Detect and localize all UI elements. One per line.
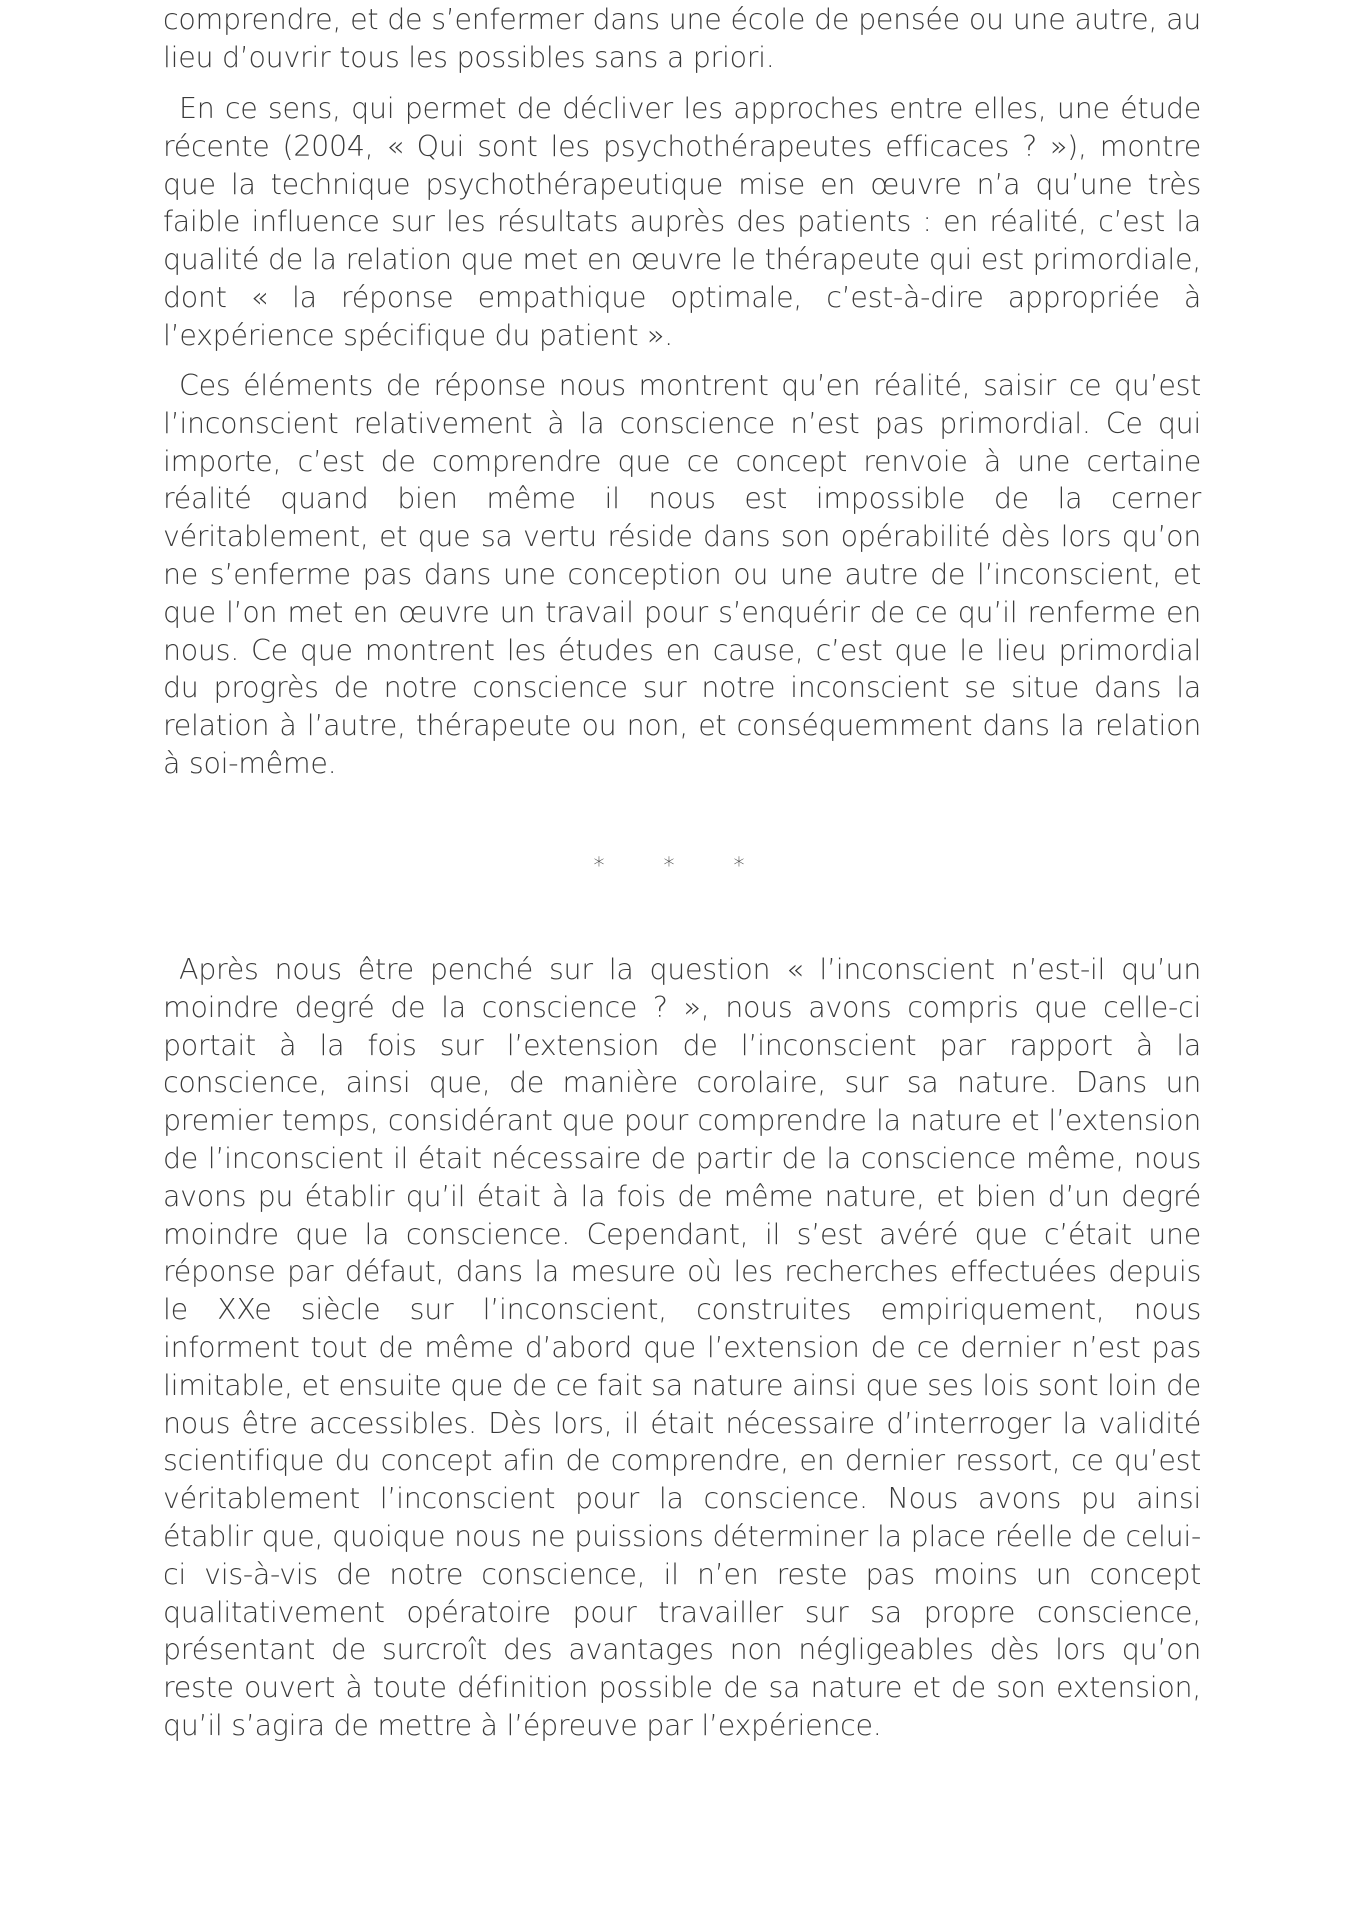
paragraph-conclusion: Après nous être penché sur la question « l’inconscient n’est-il qu’un moindre degré de la conscience ? », nous avons compris que celle-ci portait à la fois sur l’extension de l’inconscient par rapport à la conscience, ainsi que, de manière corolaire, sur sa nature. Dans un premier temps, considérant que pour comprendre la nature et l’extension de l’inconscient il était nécessaire de partir de la conscience même, nous avons pu établir qu’il était à la fois de même nature, et bien d’un degré moindre que la conscience. Cependant, il s’est avéré que c’était une réponse par défaut, dans la mesure où les recherches effectuées depuis le XXe siècle sur l’inconscient, construites empiriquement, nous informent tout de même d’abord que l’extension de ce dernier n’est pas limitable, et ensuite que de ce fait sa nature ainsi que ses lois sont loin de nous être accessibles. Dès lors, il était nécessaire d’interroger la validité scientifique du concept afin de comprendre, en dernier ressort, ce qu’est véritablement l’inconscient pour la conscience. Nous avons pu ainsi établir que, quoique nous ne puissions déterminer la place réelle de celui-ci vis-à-vis de notre conscience, il n’en reste pas moins un concept qualitativement opératoire pour travailler sur sa propre conscience, présentant de surcroît des avantages non négligeables dès lors qu’on reste ouvert à toute définition possible de sa nature et de son extension, qu’il s’agira de mettre à l’épreuve par l’expérience. [163,953,1201,1742]
section-separator: * * * [593,854,771,879]
paragraph-study: En ce sens, qui permet de décliver les approches entre elles, une étude récente (2004, « Qui sont les psychothérapeutes efficaces ? »), montre que la technique psychothérapeutique mise en œuvre n’a qu’une très faible influence sur les résultats auprès des patients : en réalité, c’est la qualité de la relation que met en œuvre le thérapeute qui est primordiale, dont « la réponse empathique optimale, c’est-à-dire appropriée à l’expérience spécifique du patient ». [163,92,1201,352]
paragraph-continued: comprendre, et de s’enfermer dans une école de pensée ou une autre, au lieu d’ouvrir tous les possibles sans a priori. [163,3,1201,74]
paragraph-response-elements: Ces éléments de réponse nous montrent qu’en réalité, saisir ce qu’est l’inconscient relativement à la conscience n’est pas primordial. Ce qui importe, c’est de comprendre que ce concept renvoie à une certaine réalité quand bien même il nous est impossible de la cerner véritablement, et que sa vertu réside dans son opérabilité dès lors qu’on ne s’enferme pas dans une conception ou une autre de l’inconscient, et que l’on met en œuvre un travail pour s’enquérir de ce qu’il renferme en nous. Ce que montrent les études en cause, c’est que le lieu primordial du progrès de notre conscience sur notre inconscient se situe dans la relation à l’autre, thérapeute ou non, et conséquemment dans la relation à soi-même. [163,369,1201,780]
